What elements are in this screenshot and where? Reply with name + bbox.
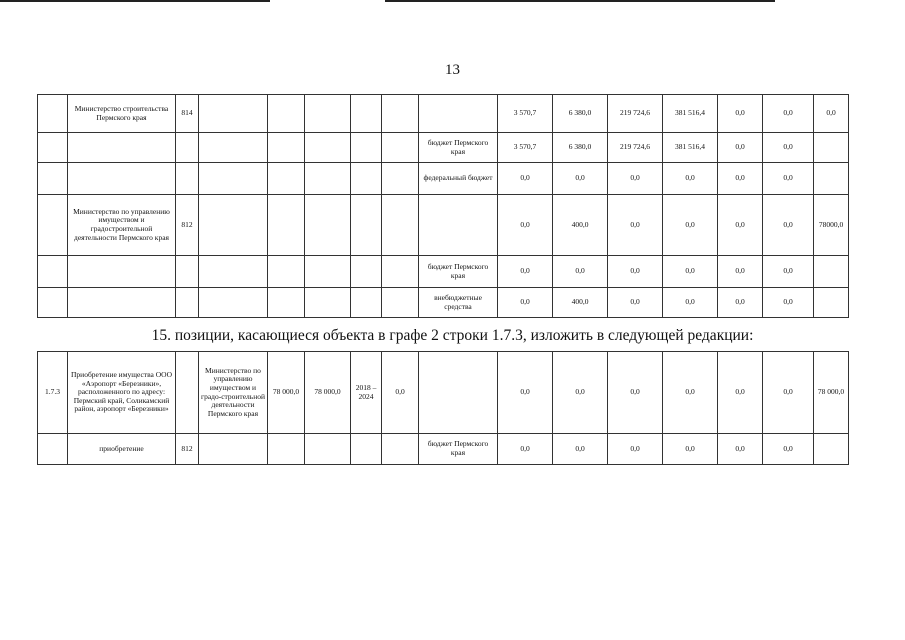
row-value: 0,0 xyxy=(763,95,814,133)
row-value: 0,0 xyxy=(608,352,663,434)
row-value: 400,0 xyxy=(553,195,608,256)
table-row xyxy=(38,434,849,465)
row-source: бюджет Пермского края xyxy=(419,256,498,288)
row-source: внебюджетные средства xyxy=(419,288,498,318)
row-name: Министерство по управлению имуществом и градостроительной деятельности Пермского края xyxy=(68,195,176,256)
row-value: 78000,0 xyxy=(814,195,849,256)
row-code: 814 xyxy=(176,95,199,133)
row-name: приобретение xyxy=(68,434,176,465)
row-value: 0,0 xyxy=(663,434,718,465)
amendment-instruction: 15. позиции, касающиеся объекта в графе 2 строки 1.7.3, изложить в следующей редакции: xyxy=(151,327,754,344)
row-value: 0,0 xyxy=(763,288,814,318)
row-code: 812 xyxy=(176,434,199,465)
row-value: 0,0 xyxy=(663,352,718,434)
row-value: 0,0 xyxy=(498,288,553,318)
row-value: 0,0 xyxy=(663,163,718,195)
row-name xyxy=(68,256,176,288)
table-row xyxy=(38,195,849,256)
row-value: 0,0 xyxy=(718,195,763,256)
row-value: 0,0 xyxy=(763,256,814,288)
row-value: 0,0 xyxy=(718,434,763,465)
table-row xyxy=(38,163,849,195)
row-source xyxy=(419,95,498,133)
row-value xyxy=(814,288,849,318)
row-value: 400,0 xyxy=(553,288,608,318)
scan-border-left xyxy=(0,0,270,2)
row-value: 381 516,4 xyxy=(663,133,718,163)
row-value: 0,0 xyxy=(553,256,608,288)
row-value: 0,0 xyxy=(718,95,763,133)
row-name: Министерство строительства Пермского края xyxy=(68,95,176,133)
row-value: 0,0 xyxy=(663,288,718,318)
row-value: 0,0 xyxy=(553,163,608,195)
row-source: федеральный бюджет xyxy=(419,163,498,195)
row-code xyxy=(176,133,199,163)
row-number: 1.7.3 xyxy=(38,352,68,434)
object-table xyxy=(37,351,849,465)
row-code xyxy=(176,256,199,288)
row-value: 0,0 xyxy=(718,288,763,318)
row-value: 3 570,7 xyxy=(498,95,553,133)
row-value: 0,0 xyxy=(763,163,814,195)
row-value xyxy=(814,133,849,163)
object-cost: 78 000,0 xyxy=(268,352,305,434)
row-value xyxy=(814,256,849,288)
row-value: 0,0 xyxy=(608,163,663,195)
object-period: 2018 – 2024 xyxy=(351,352,382,434)
row-code xyxy=(176,288,199,318)
row-value: 0,0 xyxy=(608,434,663,465)
row-value: 0,0 xyxy=(608,195,663,256)
row-value: 0,0 xyxy=(608,288,663,318)
row-value: 0,0 xyxy=(663,256,718,288)
row-value: 6 380,0 xyxy=(553,95,608,133)
object-name: Приобретение имущества ООО «Аэропорт «Березники», расположенного по адресу: Пермский край, Соликамский район, аэропорт «Березники» xyxy=(68,352,176,434)
row-value: 381 516,4 xyxy=(663,95,718,133)
row-value: 0,0 xyxy=(498,163,553,195)
row-value: 0,0 xyxy=(718,352,763,434)
budget-table xyxy=(37,94,849,318)
row-name xyxy=(68,288,176,318)
row-value: 78 000,0 xyxy=(814,352,849,434)
row-value: 0,0 xyxy=(608,256,663,288)
row-name xyxy=(68,133,176,163)
page-number: 13 xyxy=(445,62,460,78)
row-name xyxy=(68,163,176,195)
row-value: 0,0 xyxy=(763,434,814,465)
table-row xyxy=(38,256,849,288)
responsible-executor: Министерство по управлению имуществом и градо-строительной деятельности Пермского края xyxy=(199,352,268,434)
row-value: 3 570,7 xyxy=(498,133,553,163)
row-value: 219 724,6 xyxy=(608,133,663,163)
row-value: 0,0 xyxy=(763,133,814,163)
row-value xyxy=(814,434,849,465)
row-source xyxy=(419,195,498,256)
row-value: 0,0 xyxy=(498,434,553,465)
object-cost-2: 78 000,0 xyxy=(305,352,351,434)
row-code xyxy=(176,163,199,195)
row-value: 0,0 xyxy=(718,256,763,288)
scan-border-right xyxy=(385,0,775,2)
row-value: 0,0 xyxy=(382,352,419,434)
row-code: 812 xyxy=(176,195,199,256)
row-value: 0,0 xyxy=(553,352,608,434)
row-value: 0,0 xyxy=(663,195,718,256)
row-value: 0,0 xyxy=(763,195,814,256)
row-value: 0,0 xyxy=(763,352,814,434)
table-row xyxy=(38,95,849,133)
row-source: бюджет Пермского края xyxy=(419,434,498,465)
row-value: 0,0 xyxy=(718,163,763,195)
row-value: 219 724,6 xyxy=(608,95,663,133)
row-value: 0,0 xyxy=(718,133,763,163)
table-row xyxy=(38,133,849,163)
table-row xyxy=(38,288,849,318)
row-source: бюджет Пермского края xyxy=(419,133,498,163)
row-value: 0,0 xyxy=(553,434,608,465)
row-value xyxy=(814,163,849,195)
table-row xyxy=(38,352,849,434)
row-value: 0,0 xyxy=(498,195,553,256)
row-value: 0,0 xyxy=(498,352,553,434)
row-value: 0,0 xyxy=(814,95,849,133)
row-value: 0,0 xyxy=(498,256,553,288)
row-value: 6 380,0 xyxy=(553,133,608,163)
